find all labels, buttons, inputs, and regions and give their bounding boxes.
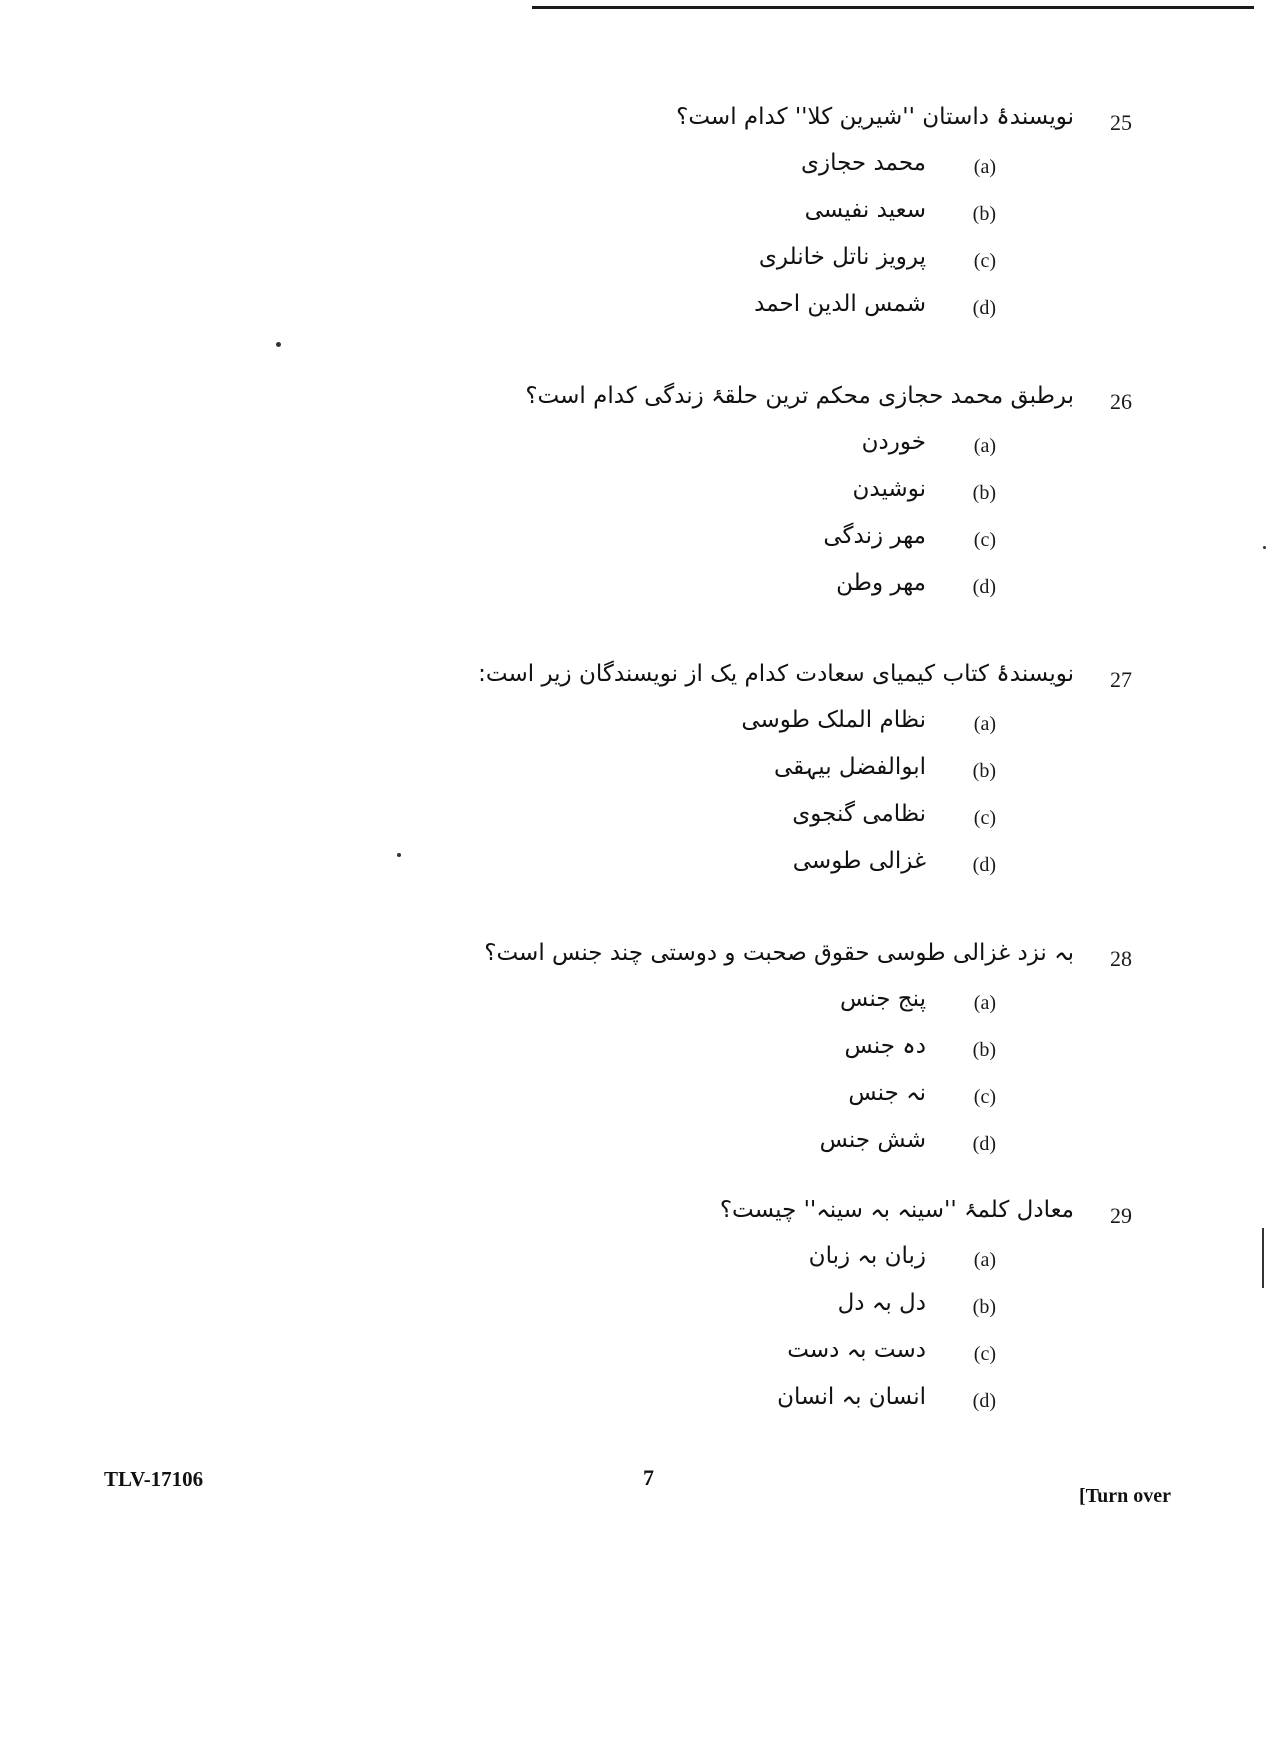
option-text: پرویز ناتل خانلری [758,244,926,270]
option-label: (a) [973,992,996,1014]
option-text: پنج جنس [840,986,926,1012]
question-26 [525,383,1132,615]
option-label: (a) [973,435,996,457]
option-label: (d) [972,297,996,319]
scan-speck [276,342,281,347]
option-label: (a) [973,1249,996,1271]
option-label: (d) [972,1390,996,1412]
option-text: دل بہ دل [837,1290,926,1316]
option-d [560,1125,1132,1172]
option-text: محمد حجازی [800,150,926,176]
option-label: (c) [973,807,996,829]
option-text: شش جنس [819,1127,926,1153]
option-a [560,984,1132,1031]
option-b [560,474,1132,521]
question-number: 27 [1110,667,1132,692]
question-number: 25 [1110,110,1132,135]
option-label: (c) [973,1086,996,1108]
option-text: سعید نفیسی [804,197,926,223]
option-d [560,289,1132,336]
option-a [560,148,1132,195]
question-number: 29 [1110,1203,1132,1228]
question-27 [478,661,1132,893]
option-c [560,1078,1132,1125]
question-stem [560,104,1132,148]
option-b [560,1031,1132,1078]
option-d [560,846,1132,893]
option-label: (b) [972,1039,996,1061]
option-label: (d) [972,1133,996,1155]
option-d [560,1382,1132,1429]
option-c [560,521,1132,568]
question-text: بہ نزد غزالی طوسی حقوق صحبت و دوستی چند جنس است؟ [484,940,1074,966]
scan-edge-mark [1262,1228,1264,1288]
option-text: ابوالفضل بیہقی [773,754,926,780]
question-stem [525,383,1132,427]
question-29 [560,1197,1132,1429]
option-a [560,427,1132,474]
turn-over-note: [Turn over [1079,1485,1172,1507]
option-text: نظام الملک طوسی [741,707,926,733]
page-number: 7 [643,1465,654,1490]
option-text: مهر وطن [836,570,926,596]
question-text: معادل کلمۂ ''سینہ بہ سینہ'' چیست؟ [719,1197,1074,1223]
option-c [560,799,1132,846]
option-a [560,705,1132,752]
option-label: (b) [972,760,996,782]
question-25 [560,104,1132,336]
option-text: نوشیدن [852,476,926,502]
option-label: (d) [972,854,996,876]
option-text: غزالی طوسی [792,848,926,874]
option-text: نہ جنس [848,1080,926,1106]
option-label: (b) [972,1296,996,1318]
question-text: برطبق محمد حجازی محکم ترین حلقۂ زندگی کدام است؟ [525,383,1074,409]
option-text: انسان بہ انسان [777,1384,926,1410]
option-b [560,752,1132,799]
option-label: (a) [973,156,996,178]
question-stem [560,1197,1132,1241]
option-label: (c) [973,529,996,551]
question-text: نویسندۂ داستان ''شیرین کلا'' کدام است؟ [676,104,1074,130]
top-rule [532,6,1254,9]
option-text: شمس الدین احمد [754,291,926,317]
scan-speck [1263,546,1266,549]
option-label: (b) [972,482,996,504]
option-label: (c) [973,250,996,272]
question-number: 28 [1110,946,1132,971]
question-number: 26 [1110,389,1132,414]
scan-speck [397,853,401,857]
option-text: خوردن [861,429,926,455]
question-28 [484,940,1132,1172]
option-a [560,1241,1132,1288]
option-label: (b) [972,203,996,225]
option-b [560,195,1132,242]
question-stem [484,940,1132,984]
question-text: نویسندۂ کتاب کیمیای سعادت کدام یک از نویسندگان زیر است: [478,661,1074,687]
option-c [560,1335,1132,1382]
question-stem [478,661,1132,705]
option-text: مهر زندگی [823,523,926,549]
option-label: (d) [972,576,996,598]
option-text: نظامی گنجوی [792,801,926,827]
option-text: دست بہ دست [787,1337,926,1363]
option-label: (c) [973,1343,996,1365]
option-label: (a) [973,713,996,735]
option-b [560,1288,1132,1335]
option-text: دہ جنس [844,1033,926,1059]
option-text: زبان بہ زبان [808,1243,926,1269]
option-c [560,242,1132,289]
paper-code: TLV-17106 [104,1467,204,1491]
option-d [560,568,1132,615]
